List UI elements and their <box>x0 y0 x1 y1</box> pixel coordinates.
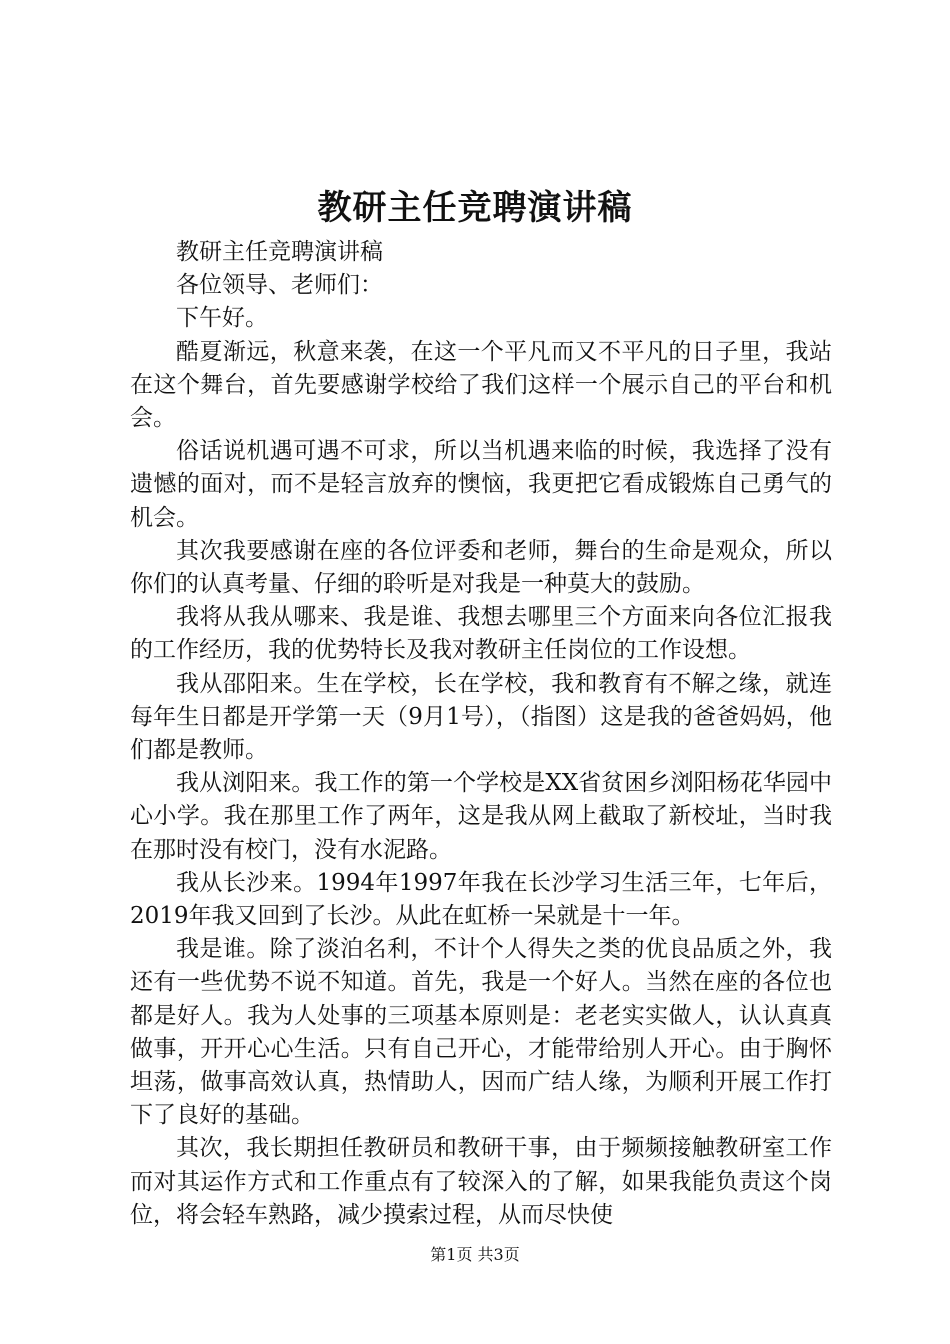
paragraph: 其次我要感谢在座的各位评委和老师，舞台的生命是观众，所以你们的认真考量、仔细的聆听是对我是一种莫大的鼓励。 <box>130 537 832 598</box>
page-number-footer: 第1页 共3页 <box>430 1245 520 1264</box>
paragraph: 下午好。 <box>176 305 268 332</box>
paragraph: 我是谁。除了淡泊名利，不计个人得失之类的优良品质之外，我还有一些优势不说不知道。首先，我是一个好人。当然在座的各位也都是好人。我为人处事的三项基本原则是：老老实实做人，认认真真做事，开开心心生活。只有自己开心，才能带给别人开心。由于胸怀坦荡，做事高效认真，热情助人，因而广结人缘，为顺利开展工作打下了良好的基础。 <box>130 936 832 1129</box>
paragraph: 我从长沙来。1994年1997年我在长沙学习生活三年，七年后，2019年我又回到了长沙。从此在虹桥一呆就是十一年。 <box>130 869 832 930</box>
paragraph: 教研主任竞聘演讲稿 <box>176 239 383 265</box>
document-title: 教研主任竞聘演讲稿 <box>317 188 633 228</box>
paragraph: 我将从我从哪来、我是谁、我想去哪里三个方面来向各位汇报我的工作经历，我的优势特长及我对教研主任岗位的工作设想。 <box>130 604 832 664</box>
document-body <box>130 236 832 1232</box>
paragraph: 俗话说机遇可遇不可求，所以当机遇来临的时候，我选择了没有遗憾的面对，而不是轻言放弃的懊恼，我更把它看成锻炼自己勇气的机会。 <box>130 438 832 531</box>
paragraph: 各位领导、老师们： <box>176 272 383 299</box>
paragraph: 我从邵阳来。生在学校，长在学校，我和教育有不解之缘，就连每年生日都是开学第一天（9月1号），（指图）这是我的爸爸妈妈，他们都是教师。 <box>130 670 832 764</box>
paragraph: 酷夏渐远，秋意来袭，在这一个平凡而又不平凡的日子里，我站在这个舞台，首先要感谢学校给了我们这样一个展示自己的平台和机会。 <box>130 338 832 432</box>
paragraph: 其次，我长期担任教研员和教研干事，由于频频接触教研室工作而对其运作方式和工作重点有了较深入的了解，如果我能负责这个岗位，将会轻车熟路，减少摸索过程，从而尽快使 <box>130 1135 832 1228</box>
paragraph: 我从浏阳来。我工作的第一个学校是XX省贫困乡浏阳杨花华园中心小学。我在那里工作了两年，这是我从网上截取了新校址，当时我在那时没有校门，没有水泥路。 <box>130 770 832 863</box>
